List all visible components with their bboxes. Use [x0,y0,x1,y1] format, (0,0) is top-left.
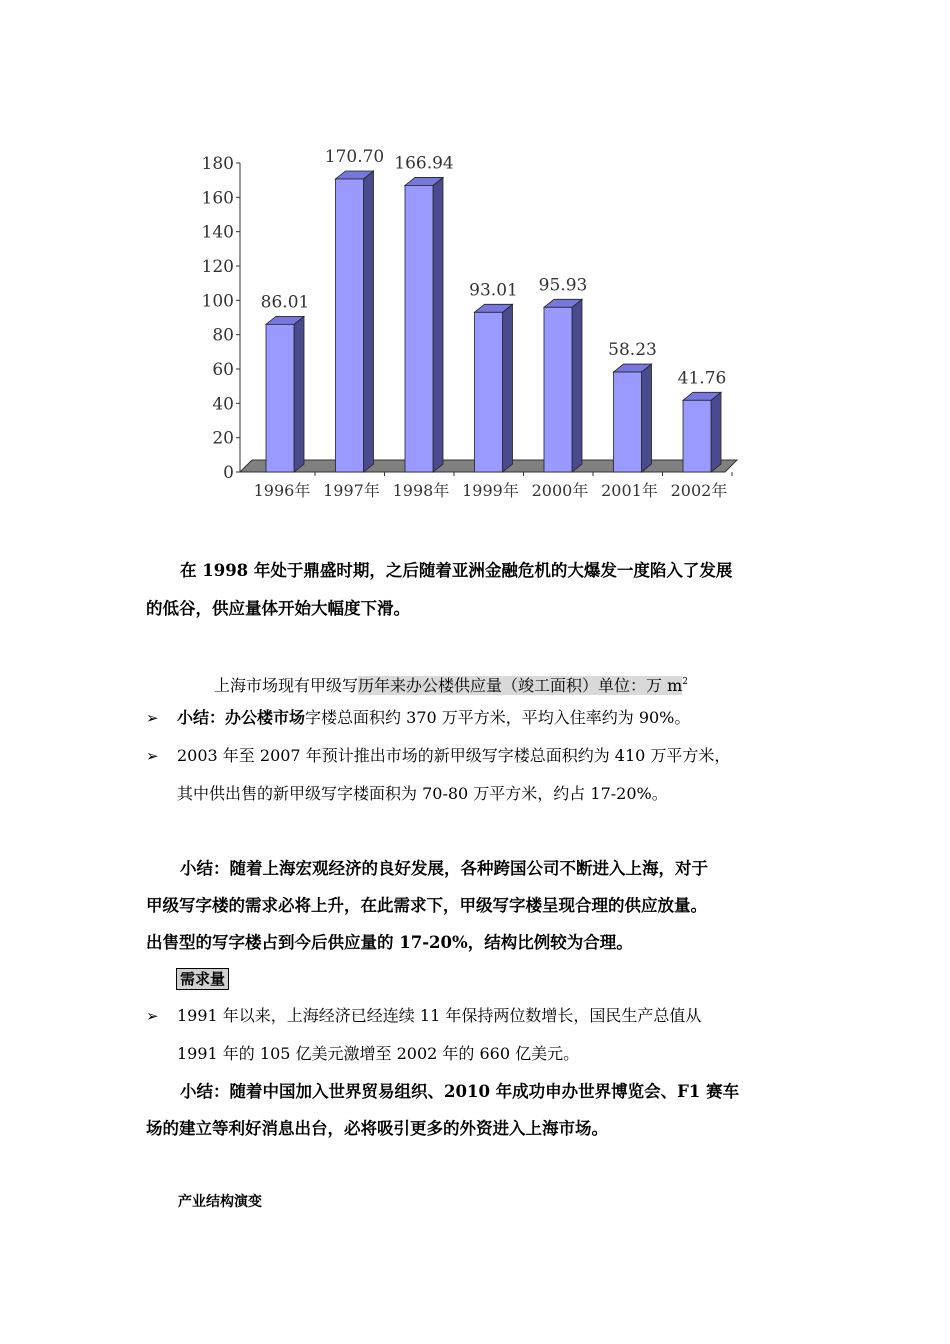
bar [544,307,572,472]
bullet-text-continued: 1991 年的 105 亿美元激增至 2002 年的 660 亿美元。 [177,1044,580,1063]
bullet-text: 2003 年至 2007 年预计推出市场的新甲级写字楼总面积约为 410 万平方米， [177,746,731,765]
y-tick-label: 120 [201,257,234,277]
bar [614,372,642,472]
bar-side [572,299,582,472]
data-label: 170.70 [324,146,385,167]
bullet-bold-lead: 小结：办公楼市场 [177,708,306,727]
intro-line-1: 在 1998 年处于鼎盛时期，之后随着亚洲金融危机的大爆发一度陷入了发展 [180,561,733,580]
section-title: 产业结构演变 [178,1194,262,1210]
summary-line-1: 小结：随着上海宏观经济的良好发展，各种跨国公司不断进入上海，对于 [180,859,708,878]
x-tick-label: 2001年 [601,481,658,500]
x-tick-label: 1996年 [253,481,311,500]
caption-highlight: 历年来办公楼供应量（竣工面积） [358,676,599,695]
arrow-bullet-icon: ➢ [146,747,159,765]
x-tick-label: 2000年 [531,481,589,500]
caption-unit-sup: 2 [682,677,689,687]
bar-side [503,304,513,472]
intro-paragraph [146,552,814,628]
x-tick-label: 1998年 [392,481,450,500]
bullet-text: 1991 年以来，上海经济已经连续 11 年保持两位数增长，国民生产总值从 [177,1006,702,1025]
chart-caption [214,668,688,700]
summary-line-3: 出售型的写字楼占到今后供应量的 17-20%，结构比例较为合理。 [146,933,633,952]
x-tick-label: 1997年 [323,481,380,500]
bar [405,185,433,472]
bar [266,324,294,472]
bar-side [294,316,304,472]
data-label: 41.76 [677,368,727,389]
data-label: 95.93 [538,275,588,296]
y-tick-label: 160 [201,188,234,209]
summary-demand [146,1073,739,1147]
y-tick-label: 20 [212,428,234,449]
intro-line-2: 的低谷，供应量体开始大幅度下滑。 [146,599,410,618]
bar-side [642,364,652,472]
y-tick-label: 0 [223,463,234,483]
summary-line-2: 甲级写字楼的需求必将上升，在此需求下，甲级写字楼呈现合理的供应放量。 [146,896,707,915]
bar-side [433,177,443,472]
bullet-text: 字楼总面积约 370 万平方米，平均入住率约为 90%。 [305,708,691,727]
data-label: 58.23 [608,340,657,361]
y-tick-label: 100 [201,291,234,312]
bar [475,312,503,472]
demand-section-label: 需求量 [176,968,229,990]
y-tick-label: 80 [212,325,234,346]
data-label: 93.01 [469,280,518,301]
bar-side [711,392,721,472]
caption-prefix: 上海市场现有甲级写 [214,676,359,695]
summary-line-1: 小结：随着中国加入世界贸易组织、2010 年成功申办世界博览会、F1 赛车 [180,1082,740,1101]
data-label: 86.01 [260,292,310,313]
bar [336,179,364,472]
bar [683,400,711,472]
x-tick-label: 2002年 [670,481,728,500]
caption-unit: 单位：万 m [598,676,683,695]
y-tick-label: 140 [201,222,234,243]
y-tick-label: 180 [201,154,234,174]
arrow-bullet-icon: ➢ [146,709,159,727]
summary-supply [146,850,708,961]
bar-side [364,171,374,472]
y-tick-label: 40 [212,394,234,415]
bullet-text-continued: 其中供出售的新甲级写字楼面积为 70-80 万平方米，约占 17-20%。 [177,784,668,803]
summary-line-2: 场的建立等利好消息出台，必将吸引更多的外资进入上海市场。 [146,1119,608,1138]
x-tick-label: 1999年 [462,481,519,500]
data-label: 166.94 [394,153,454,174]
y-tick-label: 60 [212,360,234,380]
arrow-bullet-icon: ➢ [146,1007,159,1025]
bar-chart [200,135,760,515]
